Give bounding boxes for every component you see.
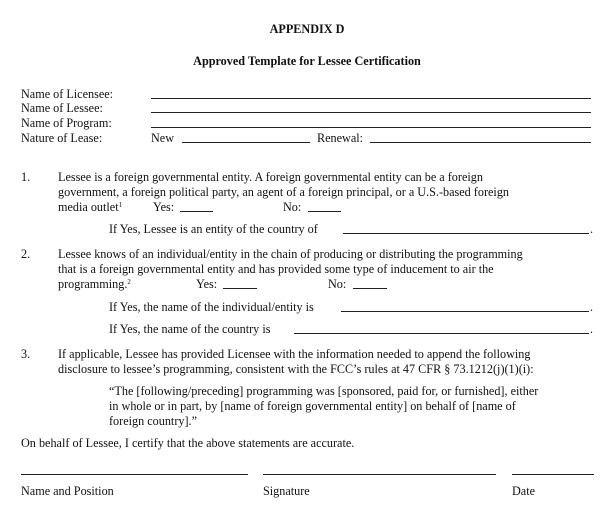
item-2-line-2: that is a foreign governmental entity and has provided some type of inducement to air the: [58, 262, 494, 276]
lessee-label: Name of Lessee:: [21, 101, 103, 115]
item-2-no-label: No:: [328, 277, 347, 291]
signature-field[interactable]: [263, 474, 496, 475]
licensee-label: Name of Licensee:: [21, 87, 114, 101]
licensee-field[interactable]: [151, 98, 591, 99]
item-2-entity-field[interactable]: [341, 311, 589, 312]
item-2-country-field[interactable]: [294, 333, 589, 334]
item-2-programming-text: programming.: [58, 277, 128, 291]
item-1-yes-label: Yes:: [153, 200, 175, 214]
footnote-2-marker[interactable]: 2: [127, 278, 131, 286]
item-3-number: 3.: [21, 347, 31, 361]
certification-statement: On behalf of Lessee, I certify that the above statements are accurate.: [21, 436, 355, 450]
item-2-no-field[interactable]: [353, 288, 387, 289]
date-label: Date: [512, 484, 536, 498]
item-2-entity-label: If Yes, the name of the individual/entity is: [109, 300, 314, 314]
name-position-label: Name and Position: [21, 484, 114, 498]
item-2-yes-field[interactable]: [223, 288, 257, 289]
item-2-country-period: .: [590, 322, 594, 336]
renewal-label: Renewal:: [317, 131, 364, 145]
disclosure-quote-line-3: foreign country].”: [109, 414, 197, 428]
renewal-field[interactable]: [370, 142, 591, 143]
item-2-number: 2.: [21, 247, 31, 261]
nature-label: Nature of Lease:: [21, 131, 103, 145]
disclosure-quote-line-2: in whole or in part, by [name of foreign governmental entity] on behalf of [name of: [109, 399, 516, 413]
item-3-line-1: If applicable, Lessee has provided Licensee with the information needed to append the following: [58, 347, 531, 361]
item-1-media-outlet-text: media outlet: [58, 200, 119, 214]
item-2-entity-period: .: [590, 300, 594, 314]
program-field[interactable]: [151, 127, 591, 128]
item-1-country-field[interactable]: [343, 233, 589, 234]
item-3-line-2: disclosure to lessee’s programming, consistent with the FCC’s rules at 47 CFR § 73.1212(j)(1)(i):: [58, 362, 534, 376]
item-1-no-label: No:: [283, 200, 302, 214]
item-1-period: .: [590, 222, 594, 236]
item-1-no-field[interactable]: [308, 211, 341, 212]
signature-label: Signature: [263, 484, 310, 498]
item-1-number: 1.: [21, 170, 31, 184]
name-position-field[interactable]: [21, 474, 248, 475]
lessee-field[interactable]: [151, 112, 591, 113]
item-1-yes-field[interactable]: [180, 211, 213, 212]
form-title: Approved Template for Lessee Certification: [193, 54, 421, 68]
new-label: New: [151, 131, 175, 145]
item-1-country-label: If Yes, Lessee is an entity of the country of: [109, 222, 318, 236]
program-label: Name of Program:: [21, 116, 112, 130]
appendix-heading: APPENDIX D: [269, 22, 345, 36]
item-1-line-3: [58, 200, 122, 215]
footnote-1-marker[interactable]: 1: [118, 201, 123, 209]
disclosure-quote-line-1: “The [following/preceding] programming was [sponsored, paid for, or furnished], either: [109, 384, 539, 398]
item-2-yes-label: Yes:: [196, 277, 218, 291]
item-2-country-label: If Yes, the name of the country is: [109, 322, 271, 336]
date-field[interactable]: [512, 474, 594, 475]
item-2-line-1: Lessee knows of an individual/entity in the chain of producing or distributing the programming: [58, 247, 523, 261]
item-1-line-1: Lessee is a foreign governmental entity. A foreign governmental entity can be a foreign: [58, 170, 483, 184]
item-2-line-3: [58, 277, 131, 292]
new-field[interactable]: [182, 142, 310, 143]
item-1-line-2: government, a foreign political party, an agent of a foreign principal, or a U.S.-based foreign: [58, 185, 510, 199]
